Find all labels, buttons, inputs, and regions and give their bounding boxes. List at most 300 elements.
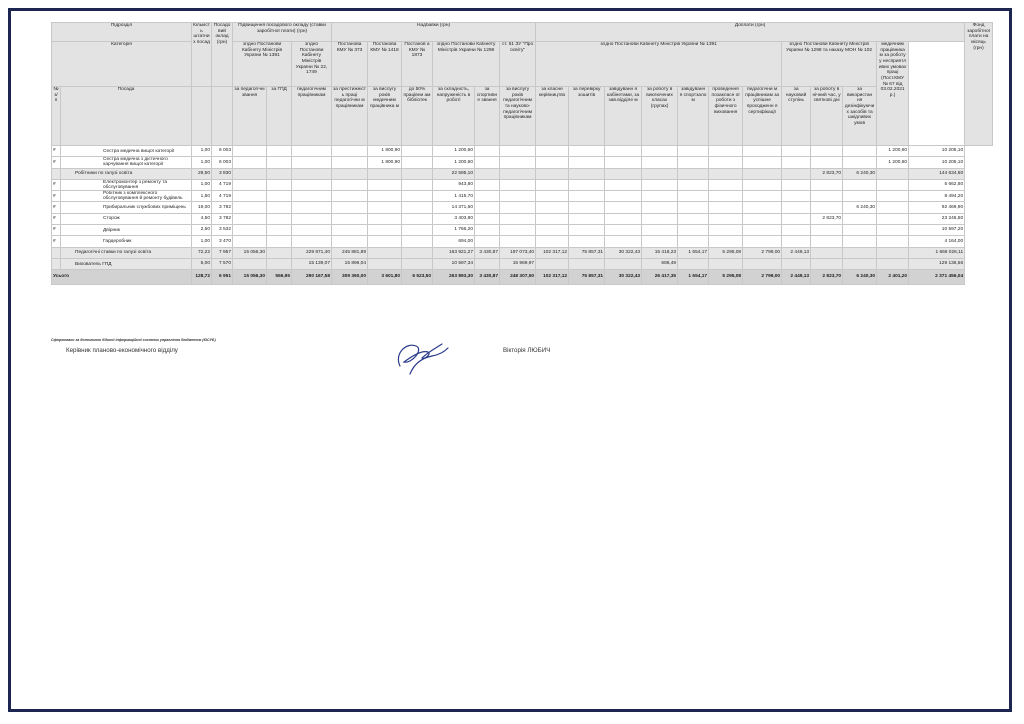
cell-c15 xyxy=(709,146,743,157)
header-certification: педагогічни м працівникам за успішне проходженн я сертифікації xyxy=(743,87,782,146)
total-c15: 5 295,08 xyxy=(709,270,743,285)
cell-count: 19,00 xyxy=(192,202,212,213)
cell-c5 xyxy=(368,191,402,202)
cell-c20 xyxy=(877,191,909,202)
header-count-blank xyxy=(192,87,212,146)
cell-fund: 129 136,56 xyxy=(909,258,965,269)
header-no: № з/п xyxy=(52,87,61,146)
cell-c3 xyxy=(292,157,332,168)
cell-c18 xyxy=(811,202,843,213)
total-count: 128,72 xyxy=(192,270,212,285)
cell-c7: 10 597,34 xyxy=(433,258,475,269)
cell-c11 xyxy=(569,191,605,202)
total-row xyxy=(52,270,993,285)
cell-c17 xyxy=(782,213,811,224)
cell-c8: 3 430,87 xyxy=(475,247,500,258)
total-c20: 2 401,20 xyxy=(877,270,909,285)
cell-c6 xyxy=(402,146,433,157)
cell-c10 xyxy=(536,157,569,168)
cell-c4 xyxy=(332,225,368,236)
cell-c1 xyxy=(233,157,267,168)
header-extracurricular: проведення позакласн ої роботи з фізичного виховання xyxy=(709,87,743,146)
cell-c8 xyxy=(475,236,500,247)
cell-c16 xyxy=(743,236,782,247)
cell-c13 xyxy=(642,191,678,202)
cell-c17 xyxy=(782,236,811,247)
cell-c6 xyxy=(402,202,433,213)
header-sports: за спортивне звання xyxy=(475,87,500,146)
total-salary: 6 951 xyxy=(212,270,233,285)
cell-c14 xyxy=(678,202,709,213)
cell-c3 xyxy=(292,236,332,247)
cell-c4 xyxy=(332,157,368,168)
cell-c12 xyxy=(605,157,642,168)
total-c11: 75 857,31 xyxy=(569,270,605,285)
cell-c16: 2 799,00 xyxy=(743,247,782,258)
cell-fund: 10 597,20 xyxy=(909,225,965,236)
cell-c13: 15 418,23 xyxy=(642,247,678,258)
header-cabinets: завідуванн я кабінетами, за зав.відділе м xyxy=(605,87,642,146)
cell-c19 xyxy=(843,258,877,269)
cell-c5 xyxy=(368,247,402,258)
cell-count: 1,00 xyxy=(192,179,212,190)
cell-c6 xyxy=(402,168,433,179)
cell-c9 xyxy=(500,157,536,168)
cell-salary: 3 470 xyxy=(212,236,233,247)
header-raise-22-1749: згідно Постанови Кабінету Міністрів України № 22, 1749 xyxy=(292,42,332,87)
cell-c1 xyxy=(233,225,267,236)
header-class-work: за роботу в виключених класах (групах) xyxy=(642,87,678,146)
cell-c15 xyxy=(709,191,743,202)
total-c16: 2 799,00 xyxy=(743,270,782,285)
cell-c19 xyxy=(843,146,877,157)
cell-c15 xyxy=(709,202,743,213)
header-unit: Підрозділ xyxy=(52,23,192,42)
cell-fund: 5 662,80 xyxy=(909,179,965,190)
cell-c11 xyxy=(569,258,605,269)
table-body xyxy=(52,146,993,285)
cell-c2 xyxy=(267,258,292,269)
cell-c3: 229 871,40 xyxy=(292,247,332,258)
cell-c15 xyxy=(709,258,743,269)
cell-c16 xyxy=(743,213,782,224)
header-kmu-373: Постанова КМУ № 373 xyxy=(332,42,368,87)
header-pedagogical: педагогічним працівникам xyxy=(292,87,332,146)
cell-c5 xyxy=(368,225,402,236)
cell-c20 xyxy=(877,179,909,190)
cell-count: 72,22 xyxy=(192,247,212,258)
total-c6: 6 523,50 xyxy=(402,270,433,285)
total-c19: 6 240,30 xyxy=(843,270,877,285)
header-kmu-1391-supp: згідно Постанови Кабінету Міністрів України № 1391 xyxy=(536,42,782,87)
cell-c16 xyxy=(743,191,782,202)
cell-c1 xyxy=(233,236,267,247)
cell-c18: 2 823,70 xyxy=(811,213,843,224)
header-edu-seniority: за вислугу років педагогічним та науково-педагогічним працівникам xyxy=(500,87,536,146)
cell-c12 xyxy=(605,146,642,157)
cell-c13: 686,49 xyxy=(642,258,678,269)
cell-c13 xyxy=(642,168,678,179)
cell-c8 xyxy=(475,146,500,157)
cell-c4 xyxy=(332,202,368,213)
cell-salary: 7 570 xyxy=(212,258,233,269)
cell-c16 xyxy=(743,157,782,168)
cell-salary: 3 830 xyxy=(212,168,233,179)
table-row xyxy=(52,146,993,157)
cell-c6 xyxy=(402,225,433,236)
cell-c20 xyxy=(877,247,909,258)
header-class-mgmt: за класне керівництво xyxy=(536,87,569,146)
header-staff-count: Кількість штатних посад xyxy=(192,23,212,87)
cell-c7: 1 200,60 xyxy=(433,146,475,157)
cell-c9 xyxy=(500,146,536,157)
cell-c3 xyxy=(292,146,332,157)
cell-c11 xyxy=(569,157,605,168)
position-name: Електромонтер з ремонту та обслуговування xyxy=(61,179,192,190)
staff-schedule-sheet xyxy=(51,22,993,285)
category-row xyxy=(52,258,993,269)
cell-c13 xyxy=(642,179,678,190)
signer-role: Керівник планово-економічного відділу xyxy=(66,347,178,354)
cell-c10 xyxy=(536,179,569,190)
cell-c5 xyxy=(368,168,402,179)
position-name: Сестра медична з дієтичного харчування вищої категорії xyxy=(61,157,192,168)
cell-c8 xyxy=(475,168,500,179)
position-name: Прибиральник службових приміщень xyxy=(61,202,192,213)
cell-salary: 6 003 xyxy=(212,146,233,157)
row-number: # xyxy=(52,157,61,168)
cell-c18 xyxy=(811,236,843,247)
header-surcharges-group: Надбавки (грн) xyxy=(332,23,536,42)
cell-c19 xyxy=(843,191,877,202)
cell-c15 xyxy=(709,236,743,247)
cell-c9 xyxy=(500,168,536,179)
cell-c1 xyxy=(233,168,267,179)
cell-c13 xyxy=(642,213,678,224)
cell-c1 xyxy=(233,146,267,157)
position-name: Гардеробник xyxy=(61,236,192,247)
cell-c14 xyxy=(678,146,709,157)
cell-c3 xyxy=(292,191,332,202)
cell-c19 xyxy=(843,179,877,190)
cell-c16 xyxy=(743,168,782,179)
cell-c11 xyxy=(569,179,605,190)
cell-c7: 14 371,60 xyxy=(433,202,475,213)
cell-c20 xyxy=(877,236,909,247)
cell-c17 xyxy=(782,157,811,168)
legal-note: Сформовано за допомогою Єдиної інформаційної системи управління бюджетом (ЄІСУБ) xyxy=(51,338,216,342)
table-row xyxy=(52,225,993,236)
cell-c14 xyxy=(678,225,709,236)
cell-count: 1,00 xyxy=(192,146,212,157)
cell-c18 xyxy=(811,157,843,168)
header-seniority: за вислугу років медичним працівника м xyxy=(368,87,402,146)
cell-c3 xyxy=(292,202,332,213)
header-notebooks: за перевірку зошитів xyxy=(569,87,605,146)
cell-c17 xyxy=(782,191,811,202)
cell-c17 xyxy=(782,202,811,213)
header-monthly-fund: Фонд заробітної плати на місяць (грн) xyxy=(965,23,993,146)
header-raise-group: Підвищення посадового окладу (ставки заробітної плати) (грн) xyxy=(233,23,332,42)
cell-c14 xyxy=(678,236,709,247)
table-row xyxy=(52,202,993,213)
cell-c5: 1 800,90 xyxy=(368,157,402,168)
cell-c15 xyxy=(709,225,743,236)
cell-c16 xyxy=(743,225,782,236)
position-name: Робітники по галузі освіта xyxy=(61,168,192,179)
position-name: Робітник з комплексного обслуговування й ремонту будівель xyxy=(61,191,192,202)
header-sport-halls: завідуванн я спортзало м xyxy=(678,87,709,146)
position-name: Сестра медична вищої категорії xyxy=(61,146,192,157)
cell-c11: 75 857,31 xyxy=(569,247,605,258)
total-c10: 102 317,12 xyxy=(536,270,569,285)
cell-c17 xyxy=(782,146,811,157)
cell-c7: 694,00 xyxy=(433,236,475,247)
cell-c14 xyxy=(678,258,709,269)
cell-c2 xyxy=(267,157,292,168)
cell-c15 xyxy=(709,157,743,168)
cell-c1: 15 056,30 xyxy=(233,247,267,258)
cell-c13 xyxy=(642,146,678,157)
cell-salary: 3 782 xyxy=(212,213,233,224)
cell-c17 xyxy=(782,258,811,269)
cell-c10 xyxy=(536,225,569,236)
cell-c4 xyxy=(332,236,368,247)
cell-c3 xyxy=(292,179,332,190)
cell-c6 xyxy=(402,191,433,202)
cell-c14 xyxy=(678,191,709,202)
header-supplements-group: Доплати (грн) xyxy=(536,23,965,42)
total-c2: 556,95 xyxy=(267,270,292,285)
cell-c4 xyxy=(332,146,368,157)
total-c1: 15 056,30 xyxy=(233,270,267,285)
cell-c1 xyxy=(233,179,267,190)
cell-c20 xyxy=(877,258,909,269)
row-number: # xyxy=(52,236,61,247)
total-c7: 263 893,30 xyxy=(433,270,475,285)
cell-fund: 8 494,20 xyxy=(909,191,965,202)
cell-c20 xyxy=(877,213,909,224)
cell-c15 xyxy=(709,179,743,190)
cell-c18 xyxy=(811,258,843,269)
cell-c13 xyxy=(642,236,678,247)
header-complexity: за складність, напруженість в роботі xyxy=(433,87,475,146)
cell-c16 xyxy=(743,179,782,190)
cell-c6 xyxy=(402,247,433,258)
row-number xyxy=(52,258,61,269)
header-kmu-1298: згідно Постанови Кабінету Міністрів України № 1298 xyxy=(433,42,500,87)
total-c3: 290 167,58 xyxy=(292,270,332,285)
cell-c8 xyxy=(475,225,500,236)
cell-c19 xyxy=(843,213,877,224)
cell-c12 xyxy=(605,191,642,202)
cell-c4: 15 896,04 xyxy=(332,258,368,269)
cell-c17: 2 449,13 xyxy=(782,247,811,258)
cell-salary: 3 532 xyxy=(212,225,233,236)
cell-salary: 3 782 xyxy=(212,202,233,213)
cell-c6 xyxy=(402,179,433,190)
cell-fund: 4 164,00 xyxy=(909,236,965,247)
cell-c20 xyxy=(877,225,909,236)
cell-c10 xyxy=(536,191,569,202)
salary-table xyxy=(51,22,993,285)
row-number: # xyxy=(52,225,61,236)
cell-c20 xyxy=(877,168,909,179)
cell-c7: 163 921,27 xyxy=(433,247,475,258)
cell-c19: 6 240,30 xyxy=(843,168,877,179)
cell-c11 xyxy=(569,225,605,236)
table-row xyxy=(52,213,993,224)
header-librarians: до 50% працівни ам бібліотек xyxy=(402,87,433,146)
cell-count: 1,00 xyxy=(192,236,212,247)
row-number: # xyxy=(52,202,61,213)
cell-c12 xyxy=(605,258,642,269)
cell-c12: 30 322,43 xyxy=(605,247,642,258)
row-number: # xyxy=(52,191,61,202)
cell-c7: 943,80 xyxy=(433,179,475,190)
row-number xyxy=(52,168,61,179)
cell-count: 2,50 xyxy=(192,225,212,236)
cell-c20 xyxy=(877,202,909,213)
table-row xyxy=(52,157,993,168)
cell-salary: 6 003 xyxy=(212,157,233,168)
cell-c14: 1 654,17 xyxy=(678,247,709,258)
cell-c18 xyxy=(811,225,843,236)
cell-c10 xyxy=(536,168,569,179)
position-name: Двірник xyxy=(61,225,192,236)
cell-c2 xyxy=(267,146,292,157)
cell-c5 xyxy=(368,213,402,224)
header-salary: Посадо вий оклад (грн) xyxy=(212,23,233,87)
signer-name: Вікторія ЛЮБИЧ xyxy=(503,347,551,354)
cell-c5 xyxy=(368,179,402,190)
cell-c7: 22 595,10 xyxy=(433,168,475,179)
cell-c4: 245 881,89 xyxy=(332,247,368,258)
cell-c3 xyxy=(292,213,332,224)
cell-c1 xyxy=(233,213,267,224)
cell-c5 xyxy=(368,258,402,269)
category-row xyxy=(52,168,993,179)
cell-c12 xyxy=(605,213,642,224)
cell-c6 xyxy=(402,157,433,168)
cell-c2 xyxy=(267,236,292,247)
cell-c10 xyxy=(536,213,569,224)
cell-c8 xyxy=(475,213,500,224)
cell-c5: 1 800,90 xyxy=(368,146,402,157)
cell-c17 xyxy=(782,179,811,190)
cell-c8 xyxy=(475,258,500,269)
cell-c2 xyxy=(267,247,292,258)
cell-c2 xyxy=(267,179,292,190)
cell-count: 4,50 xyxy=(192,213,212,224)
cell-c11 xyxy=(569,168,605,179)
cell-c13 xyxy=(642,157,678,168)
table-header xyxy=(52,23,993,146)
cell-count: 5,00 xyxy=(192,258,212,269)
header-gpd: за ГПД xyxy=(267,87,292,146)
cell-c12 xyxy=(605,225,642,236)
cell-c7: 1 200,60 xyxy=(433,157,475,168)
cell-salary: 4 719 xyxy=(212,179,233,190)
row-number: # xyxy=(52,213,61,224)
cell-c2 xyxy=(267,168,292,179)
total-c17: 2 449,13 xyxy=(782,270,811,285)
total-c8: 3 430,87 xyxy=(475,270,500,285)
header-salary-blank xyxy=(212,87,233,146)
cell-c1 xyxy=(233,191,267,202)
cell-c10: 102 317,12 xyxy=(536,247,569,258)
cell-c4 xyxy=(332,191,368,202)
cell-c14 xyxy=(678,157,709,168)
cell-c18: 2 823,70 xyxy=(811,168,843,179)
cell-c2 xyxy=(267,213,292,224)
cell-c17 xyxy=(782,225,811,236)
header-position: Посада xyxy=(61,87,192,146)
cell-c13 xyxy=(642,225,678,236)
cell-c10 xyxy=(536,236,569,247)
cell-fund: 92 469,90 xyxy=(909,202,965,213)
cell-c20: 1 200,60 xyxy=(877,146,909,157)
position-name: Педагогічні ставки по галузі освіта xyxy=(61,247,192,258)
cell-c2 xyxy=(267,202,292,213)
cell-c10 xyxy=(536,146,569,157)
header-health-workers: медичним працівника м за роботу у несприятл ивих умовах праці (Пост.КМУ № 67 від 03.02.2021 р.) xyxy=(877,42,909,146)
cell-c4 xyxy=(332,213,368,224)
cell-c3 xyxy=(292,225,332,236)
handwritten-signature xyxy=(392,336,452,378)
cell-c9 xyxy=(500,213,536,224)
cell-c12 xyxy=(605,202,642,213)
header-night: за роботу в нічний час, у святкові дні xyxy=(811,87,843,146)
cell-c9 xyxy=(500,179,536,190)
cell-c13 xyxy=(642,202,678,213)
row-number xyxy=(52,247,61,258)
cell-c2 xyxy=(267,225,292,236)
cell-count: 1,00 xyxy=(192,157,212,168)
total-label: Усього xyxy=(52,270,192,285)
cell-c15: 5 295,08 xyxy=(709,247,743,258)
cell-c5 xyxy=(368,202,402,213)
cell-count: 29,50 xyxy=(192,168,212,179)
position-name: Вихователь ГПД xyxy=(61,258,192,269)
header-degree: за науковий ступінь xyxy=(782,87,811,146)
cell-c19 xyxy=(843,236,877,247)
cell-salary: 4 719 xyxy=(212,191,233,202)
cell-c1 xyxy=(233,258,267,269)
cell-c19: 6 240,30 xyxy=(843,202,877,213)
cell-c1 xyxy=(233,202,267,213)
row-number: # xyxy=(52,146,61,157)
cell-count: 1,50 xyxy=(192,191,212,202)
cell-c4 xyxy=(332,179,368,190)
cell-c17 xyxy=(782,168,811,179)
table-row xyxy=(52,191,993,202)
cell-c14 xyxy=(678,179,709,190)
row-number: # xyxy=(52,179,61,190)
cell-c19 xyxy=(843,225,877,236)
cell-c11 xyxy=(569,236,605,247)
header-kmu-1298-mon102: згідно Постанови Кабінету Міністрів України № 1298 та наказу МОН № 102 xyxy=(782,42,877,87)
cell-c9: 15 969,97 xyxy=(500,258,536,269)
total-fund: 2 371 456,04 xyxy=(909,270,965,285)
header-kmu-1873: Постанов а КМУ № 1873 xyxy=(402,42,433,87)
header-category: Категорія xyxy=(52,42,192,87)
cell-c9 xyxy=(500,236,536,247)
cell-c7: 1 766,20 xyxy=(433,225,475,236)
cell-c11 xyxy=(569,146,605,157)
category-row xyxy=(52,247,993,258)
cell-c3 xyxy=(292,168,332,179)
